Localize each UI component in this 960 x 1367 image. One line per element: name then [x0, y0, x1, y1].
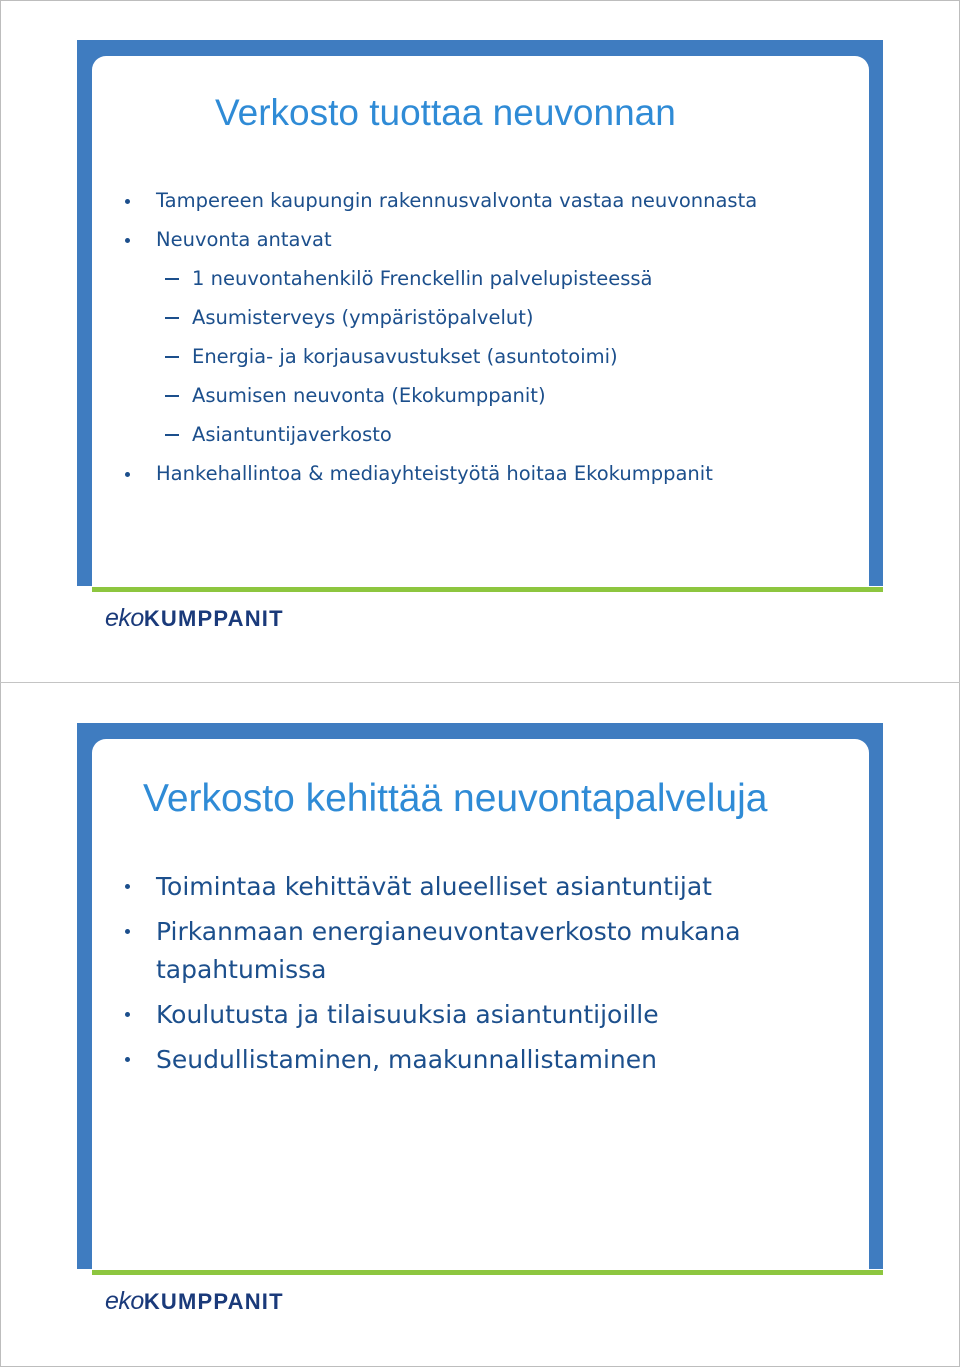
- slide-2: [77, 723, 883, 1327]
- dash-bullet-icon: [165, 278, 179, 280]
- list-item: [117, 1041, 741, 1079]
- slide-1-bullet-list: [117, 186, 757, 498]
- bullet-dot-icon: [125, 472, 130, 477]
- bullet-dot-icon: [125, 1057, 130, 1062]
- dash-bullet-icon: [165, 356, 179, 358]
- sub-list-item: [117, 342, 757, 381]
- sub-list-item: [117, 420, 757, 459]
- bullet-dot-icon: [125, 199, 130, 204]
- list-item: [117, 913, 741, 989]
- sub-list-item: [117, 381, 757, 420]
- list-item-text: Toimintaa kehittävät alueelliset asiantuntijat: [156, 872, 712, 901]
- bullet-dot-icon: [125, 929, 130, 934]
- logo-name: KUMPPANIT: [143, 606, 284, 631]
- list-item-text: Neuvonta antavat: [156, 228, 332, 251]
- list-item: [117, 996, 741, 1034]
- slide-1-accent-line: [92, 587, 883, 592]
- bullet-dot-icon: [125, 884, 130, 889]
- list-item: [117, 459, 757, 498]
- logo-prefix: eko: [105, 604, 144, 632]
- list-item-text: Tampereen kaupungin rakennusvalvonta vastaa neuvonnasta: [156, 189, 758, 212]
- logo-name: KUMPPANIT: [143, 1289, 284, 1314]
- slide-1-title: Verkosto tuottaa neuvonnan: [215, 92, 676, 133]
- bullet-dot-icon: [125, 238, 130, 243]
- sub-list-item: [117, 303, 757, 342]
- dash-bullet-icon: [165, 395, 179, 397]
- sub-list-item: [117, 264, 757, 303]
- dash-bullet-icon: [165, 317, 179, 319]
- logo-prefix: eko: [105, 1287, 144, 1315]
- dash-bullet-icon: [165, 434, 179, 436]
- list-item-text: 1 neuvontahenkilö Frenckellin palvelupisteessä: [192, 267, 653, 290]
- ekokumppanit-logo: [105, 1289, 284, 1313]
- list-item: [117, 186, 757, 225]
- list-item-text: Asumisen neuvonta (Ekokumppanit): [192, 384, 546, 407]
- slide-2-bullet-list: [117, 868, 741, 1086]
- list-item: [117, 225, 757, 264]
- list-item-text-line-1: Pirkanmaan energianeuvontaverkosto mukana: [156, 917, 741, 946]
- slide-2-title: Verkosto kehittää neuvontapalveluja: [143, 777, 768, 820]
- page-divider: [0, 682, 960, 683]
- list-item-text: Hankehallintoa & mediayhteistyötä hoitaa Ekokumppanit: [156, 462, 713, 485]
- list-item-text-line-2: tapahtumissa: [156, 955, 327, 984]
- list-item-text: Asiantuntijaverkosto: [192, 423, 392, 446]
- list-item-text: Energia- ja korjausavustukset (asuntotoimi): [192, 345, 618, 368]
- slide-2-accent-line: [92, 1270, 883, 1275]
- list-item-text: Asumisterveys (ympäristöpalvelut): [192, 306, 534, 329]
- list-item-text: Seudullistaminen, maakunnallistaminen: [156, 1045, 657, 1074]
- slide-1: [77, 40, 883, 644]
- list-item: [117, 868, 741, 906]
- ekokumppanit-logo: [105, 606, 284, 630]
- bullet-dot-icon: [125, 1012, 130, 1017]
- list-item-text: Koulutusta ja tilaisuuksia asiantuntijoille: [156, 1000, 659, 1029]
